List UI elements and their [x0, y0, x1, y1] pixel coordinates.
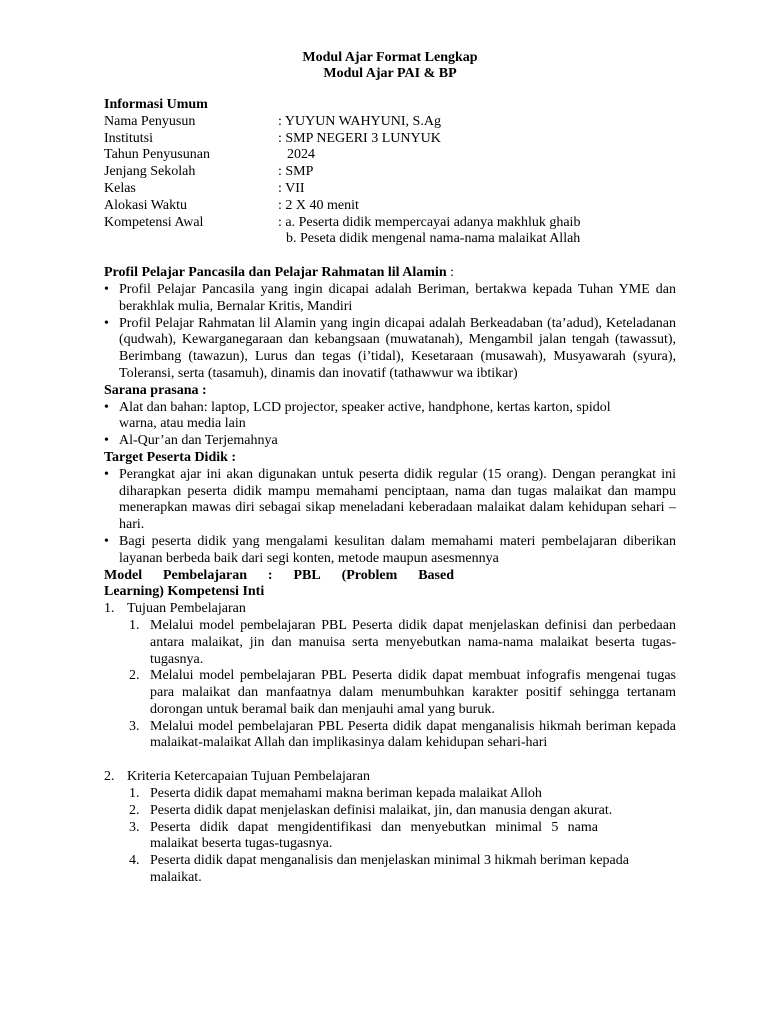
list-item-text: Melalui model pembelajaran PBL Peserta didik dapat menganalisis hikmah beriman kepada malaikat-malaikat Allah dan implikasinya dalam kehidupan sehari-hari — [150, 718, 676, 751]
item-number: 2. — [129, 802, 140, 818]
section-number: 1. — [104, 601, 115, 617]
list-item — [104, 282, 676, 316]
info-value: : SMP — [278, 164, 314, 180]
model-word: : — [267, 567, 273, 583]
list-item — [104, 534, 676, 568]
document-body — [104, 97, 676, 887]
list-item — [127, 618, 676, 668]
info-row — [104, 131, 676, 148]
info-label: Nama Penyusun — [104, 113, 196, 129]
list-item-text: Peserta didik dapat mengidentifikasi dan menyebutkan minimal 5 nama malaikat beserta tugas-tugasnya. — [150, 819, 598, 852]
bullet-icon: • — [104, 281, 109, 297]
section-title: Tujuan Pembelajaran — [127, 601, 246, 617]
info-value: : SMP NEGERI 3 LUNYUK — [278, 130, 441, 146]
model-word: (Problem — [341, 567, 398, 583]
info-row — [104, 114, 676, 131]
list-item-text: Profil Pelajar Rahmatan lil Alamin yang ingin dicapai adalah Berkeadaban (ta’adud), Keteladanan (qudwah), Kewarganegaraan dan kebangsaan (muwatanah), Mengambil jalan tengah (tawassut), Berimbang (tawazun), Lurus dan tegas (i’tidal), Kesetaraan (musawah), Musyawarah (syura), Toleransi, serta (tasamuh), dinamis dan inovatif (tathawwur wa ibtikar) — [119, 315, 676, 381]
list-item-text: Al-Qur’an dan Terjemahnya — [119, 433, 278, 449]
info-label: Tahun Penyusunan — [104, 147, 210, 163]
item-number: 3. — [129, 718, 140, 734]
model-word: Pembelajaran — [163, 567, 247, 583]
item-number: 2. — [129, 668, 140, 684]
list-item — [127, 668, 676, 718]
list-item-text: Peserta didik dapat memahami makna beriman kepada malaikat Alloh — [150, 786, 542, 802]
list-item — [104, 433, 676, 450]
model-word: Model — [104, 567, 143, 583]
section-title: Kriteria Ketercapaian Tujuan Pembelajaran — [127, 769, 370, 785]
info-row — [104, 181, 676, 198]
info-value: 2024 — [287, 147, 315, 163]
item-number: 4. — [129, 853, 140, 869]
list-item — [127, 719, 676, 753]
item-number: 3. — [129, 819, 140, 835]
info-value: : 2 X 40 menit — [278, 197, 359, 213]
tujuan-list — [127, 618, 676, 752]
list-item-text: Melalui model pembelajaran PBL Peserta didik dapat menjelaskan definisi dan perbedaan antara malaikat, jin dan manuisa serta menyebutkan nama-nama malaikat beserta tugas-tugasnya. — [150, 617, 676, 667]
section-heading — [104, 769, 676, 786]
profil-heading: Profil Pelajar Pancasila dan Pelajar Rahmatan lil Alamin — [104, 265, 447, 281]
section-heading — [104, 601, 676, 618]
info-row — [104, 164, 676, 181]
doc-title: Modul Ajar Format Lengkap — [302, 50, 478, 65]
doc-subtitle: Modul Ajar PAI & BP — [323, 66, 457, 81]
list-item-text: Profil Pelajar Pancasila yang ingin dicapai adalah Beriman, bertakwa kepada Tuhan YME dan berakhlak mulia, Bernalar Kritis, Mandiri — [119, 281, 676, 314]
bullet-icon: • — [104, 533, 109, 549]
kompetensi-inti-heading: Learning) Kompetensi Inti — [104, 584, 265, 600]
info-label: Kompetensi Awal — [104, 214, 204, 230]
bullet-icon: • — [104, 466, 109, 482]
list-item — [127, 786, 676, 803]
section-number: 2. — [104, 769, 115, 785]
list-item-text: Melalui model pembelajaran PBL Peserta didik dapat membuat infografis mengenai tugas para malaikat dan manfaatnya dalam menumbuhkan karakter positif sehingga tertanam dorongan untuk beramal baik dan menjauhi amal yang buruk. — [150, 668, 676, 717]
info-label: Kelas — [104, 180, 136, 196]
list-item — [127, 820, 598, 854]
bullet-icon: • — [104, 433, 109, 449]
model-word: Based — [418, 567, 454, 583]
model-line — [104, 568, 454, 585]
info-value: : YUYUN WAHYUNI, S.Ag — [278, 113, 441, 129]
list-item — [104, 316, 676, 383]
list-item-text: Perangkat ajar ini akan digunakan untuk peserta didik regular (15 orang). Dengan perangkat ini diharapkan peserta didik mampu memahami penciptaan, nama dan tugas malaikat dan mampu menerapkan mawas diri sebagai sikap meneladani keberadaan malaikat dalam kehidupan sehari – hari. — [119, 466, 676, 533]
list-item — [104, 400, 676, 434]
item-number: 1. — [129, 786, 140, 802]
list-item-text: Peserta didik dapat menjelaskan definisi malaikat, jin, dan manusia dengan akurat. — [150, 802, 613, 818]
info-value: : a. Peserta didik mempercayai adanya makhluk ghaib — [278, 214, 581, 230]
list-item-text: Alat dan bahan: laptop, LCD projector, speaker active, handphone, kertas karton, spidol warna, atau media lain — [119, 399, 611, 432]
info-heading: Informasi Umum — [104, 97, 208, 112]
list-item — [104, 467, 676, 534]
sarana-heading: Sarana prasana : — [104, 382, 207, 398]
info-row — [104, 198, 676, 215]
list-item — [127, 853, 640, 887]
model-word: PBL — [293, 567, 321, 583]
list-item-text: Peserta didik dapat menganalisis dan menjelaskan minimal 3 hikmah beriman kepada malaikat. — [150, 853, 629, 886]
profil-heading-line — [104, 265, 676, 282]
info-label: Institutsi — [104, 130, 154, 146]
kriteria-list — [127, 786, 676, 887]
info-row — [104, 231, 676, 248]
info-row — [104, 147, 676, 164]
target-heading: Target Peserta Didik : — [104, 449, 237, 465]
info-label: Alokasi Waktu — [104, 197, 187, 213]
list-item — [127, 803, 676, 820]
kompetensi-b: b. Peseta didik mengenal nama-nama malaikat Allah — [286, 231, 581, 247]
item-number: 1. — [129, 617, 140, 633]
info-label: Jenjang Sekolah — [104, 164, 196, 180]
bullet-icon: • — [104, 399, 109, 415]
profil-colon: : — [446, 265, 454, 281]
info-value: : VII — [278, 180, 305, 196]
info-row — [104, 215, 676, 232]
bullet-icon: • — [104, 315, 109, 331]
list-item-text: Bagi peserta didik yang mengalami kesulitan dalam memahami materi pembelajaran diberikan layanan berbeda baik dari segi konten, metode maupun asesmennya — [119, 533, 676, 566]
